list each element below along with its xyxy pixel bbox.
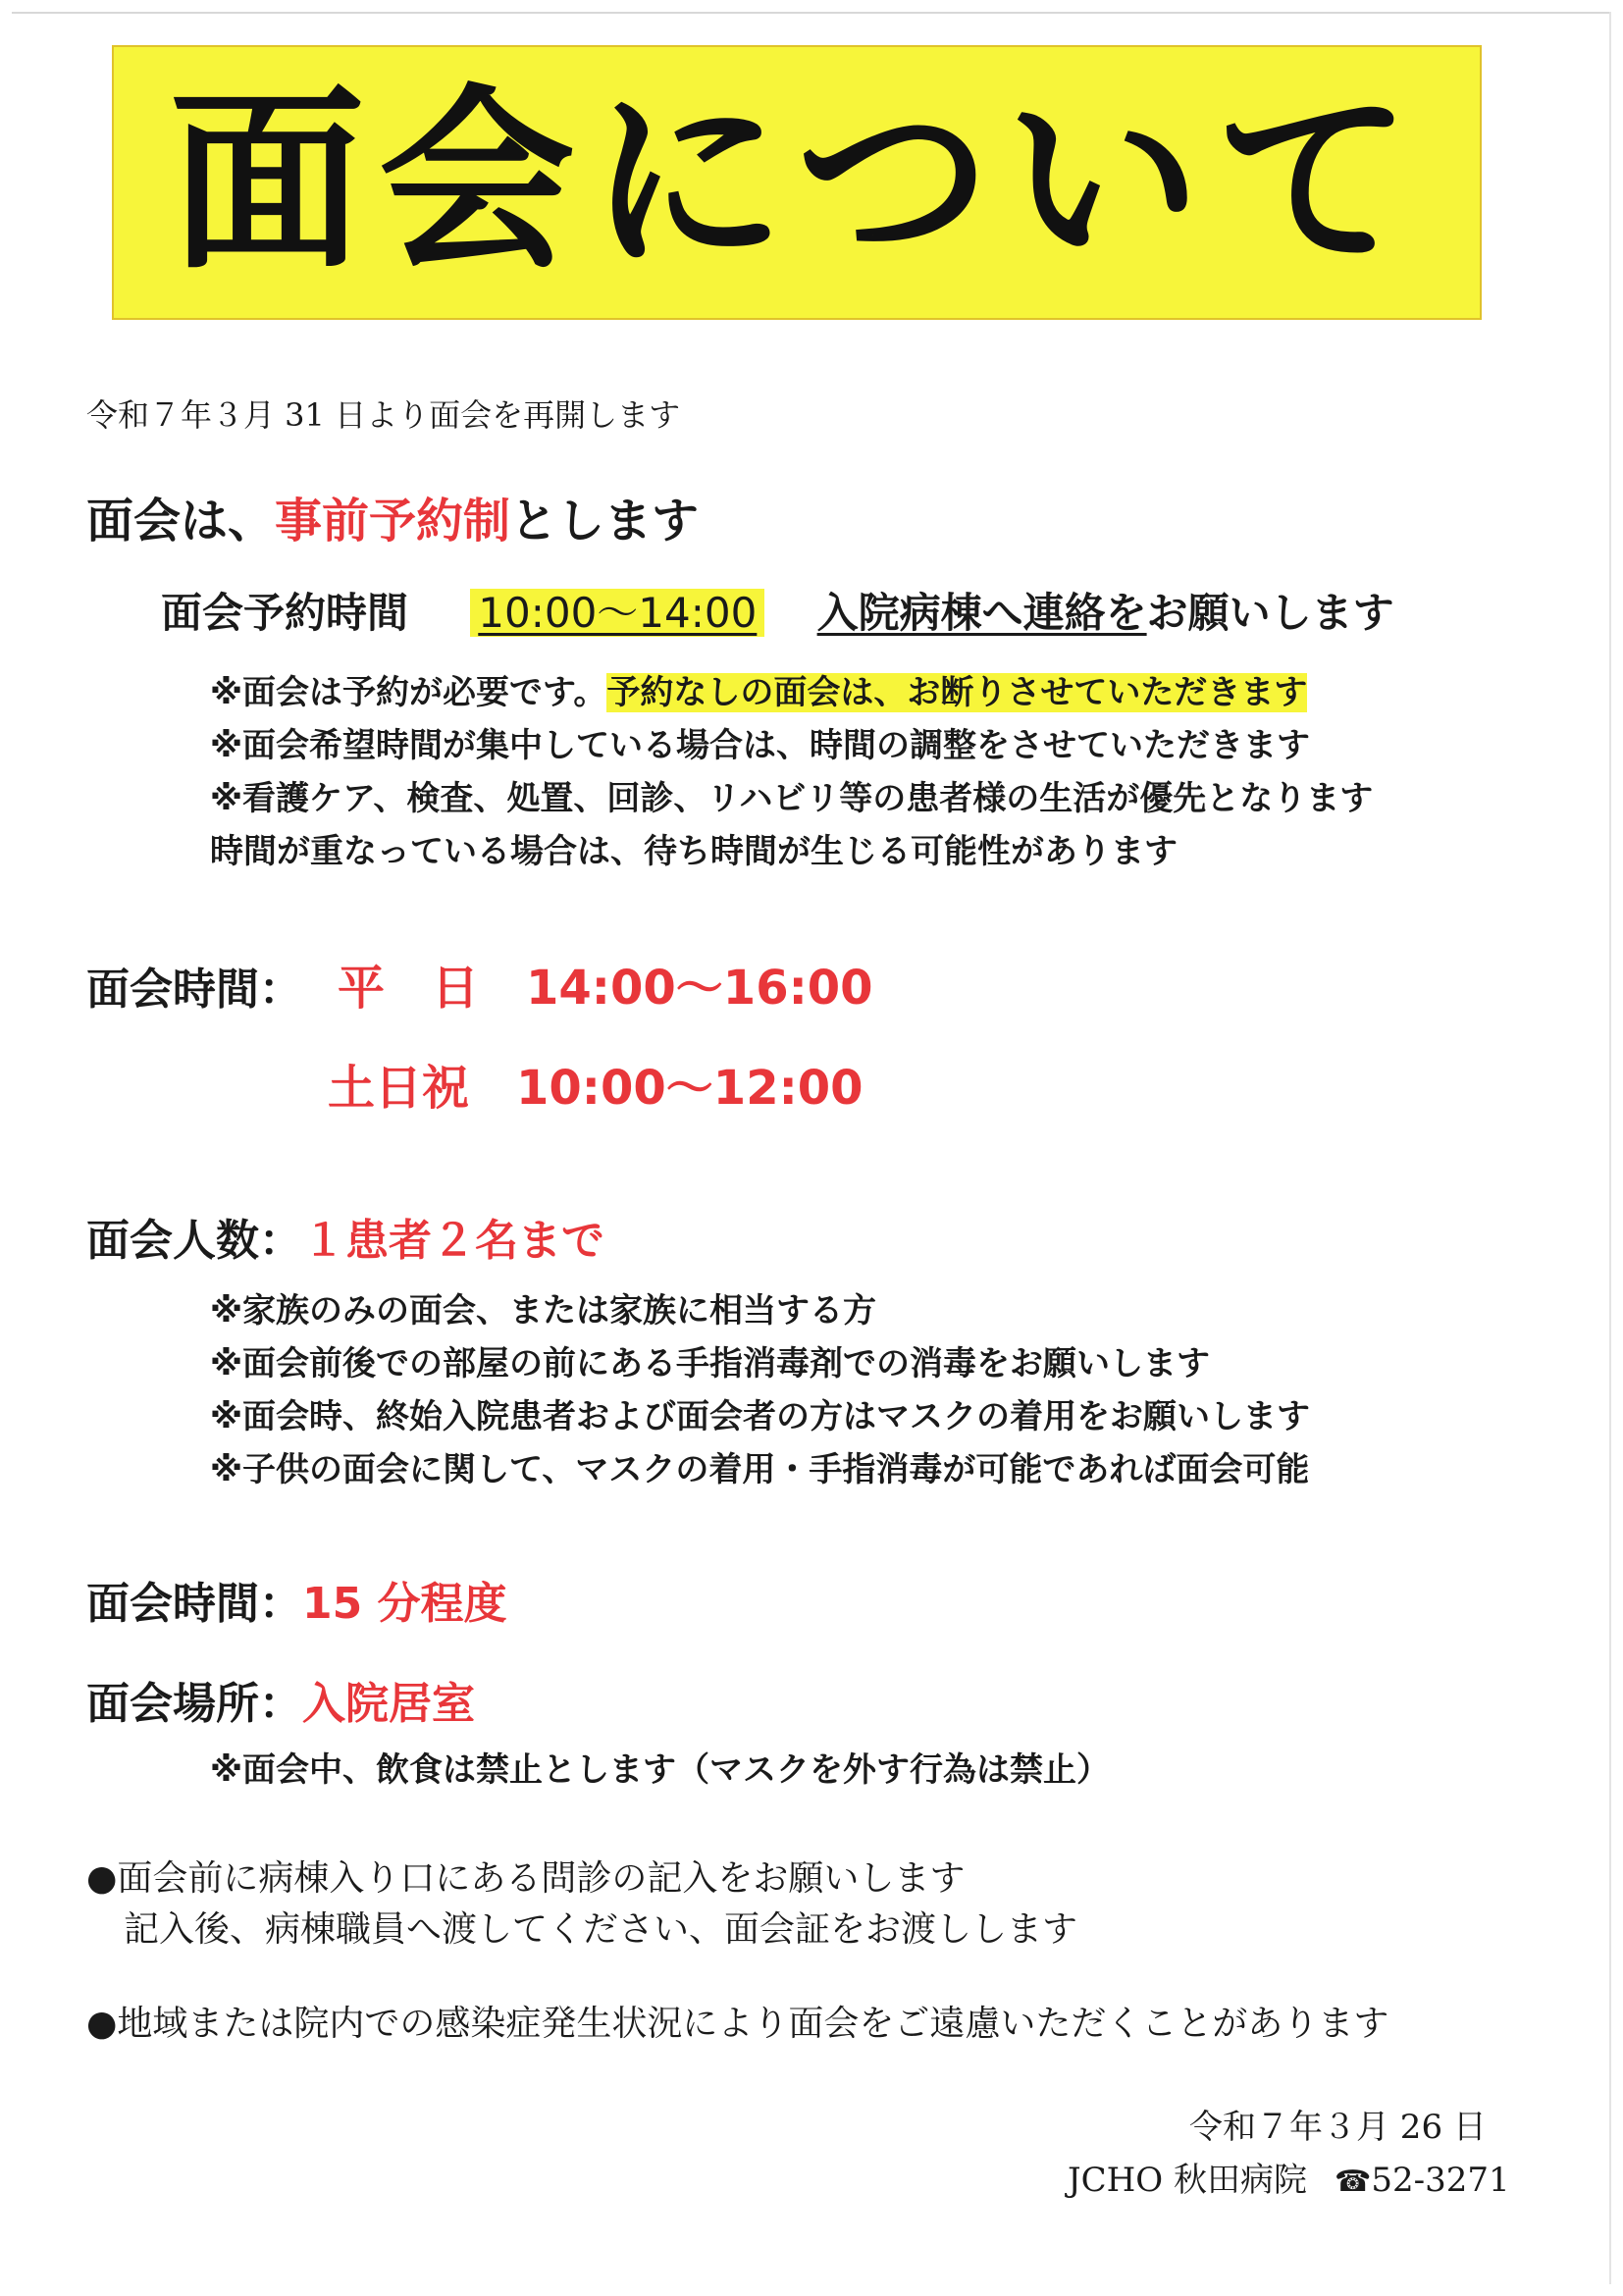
visitors-note-4: ※子供の面会に関して、マスクの着用・手指消毒が可能であれば面会可能 xyxy=(210,1450,1310,1489)
title-banner xyxy=(112,45,1482,320)
reservation-note-1 xyxy=(210,665,1307,713)
footer-org: JCHO 秋田病院 xyxy=(1068,2161,1307,2200)
page-title: 面会について xyxy=(168,68,1425,296)
intro-text: 令和７年３月 31 日より面会を再開します xyxy=(86,396,681,434)
reservation-time-line xyxy=(161,581,1394,640)
reservation-time-label: 面会予約時間 xyxy=(161,589,409,637)
visitors-note-1: ※家族のみの面会、または家族に相当する方 xyxy=(210,1291,877,1331)
reservation-contact-underlined: 入院病棟へ連絡を xyxy=(816,589,1147,637)
hours-weekday: 平 日 14:00～16:00 xyxy=(338,961,873,1016)
visitors-value: １患者２名まで xyxy=(302,1216,604,1266)
visitors-note-2: ※面会前後での部屋の前にある手指消毒剤での消毒をお願いします xyxy=(210,1344,1211,1383)
duration-value: 15 分程度 xyxy=(302,1579,507,1629)
duration-line xyxy=(86,1568,507,1631)
reservation-time-value: 10:00～14:00 xyxy=(470,589,764,637)
reservation-contact-rest: お願いします xyxy=(1146,589,1394,637)
hours-label: 面会時間： xyxy=(86,965,302,1015)
footer-date: 令和７年３月 26 日 xyxy=(1189,2108,1487,2147)
footer-phone: 52-3271 xyxy=(1371,2161,1510,2200)
reservation-note-4: 時間が重なっている場合は、待ち時間が生じる可能性があります xyxy=(210,832,1178,871)
reservation-heading-red: 事前予約制 xyxy=(275,494,511,548)
visitors-note-3: ※面会時、終始入院患者および面会者の方はマスクの着用をお願いします xyxy=(210,1397,1311,1436)
reservation-heading-pre: 面会は、 xyxy=(86,494,276,548)
location-line xyxy=(86,1668,475,1731)
telephone-icon: ☎ xyxy=(1334,2165,1372,2199)
hours-weekend: 土日祝 10:00～12:00 xyxy=(328,1061,864,1116)
location-value: 入院居室 xyxy=(302,1679,475,1729)
reservation-heading xyxy=(86,483,699,550)
page-border-right xyxy=(1609,12,1611,2284)
page-border-top xyxy=(12,12,1611,14)
footer-org-line xyxy=(1068,2153,1510,2201)
bullet-1-line-1: ●面会前に病棟入り口にある問診の記入をお願いします xyxy=(86,1858,966,1899)
bullet-1-line-2: 記入後、病棟職員へ渡してください、面会証をお渡しします xyxy=(124,1909,1078,1950)
visitors-label: 面会人数： xyxy=(86,1216,302,1266)
reservation-note-1-highlight: 予約なしの面会は、お断りさせていただきます xyxy=(606,673,1308,712)
location-label: 面会場所： xyxy=(86,1679,302,1729)
bullet-2: ●地域または院内での感染症発生状況により面会をご遠慮いただくことがあります xyxy=(86,2004,1389,2044)
duration-label: 面会時間： xyxy=(86,1579,302,1629)
reservation-heading-post: とします xyxy=(510,494,700,548)
reservation-note-1-plain: ※面会は予約が必要です。 xyxy=(210,673,607,712)
location-note: ※面会中、飲食は禁止とします（マスクを外す行為は禁止） xyxy=(210,1750,1111,1790)
visitors-line xyxy=(86,1205,604,1268)
reservation-note-2: ※面会希望時間が集中している場合は、時間の調整をさせていただきます xyxy=(210,726,1311,765)
reservation-note-3: ※看護ケア、検査、処置、回診、リハビリ等の患者様の生活が優先となります xyxy=(210,779,1374,818)
